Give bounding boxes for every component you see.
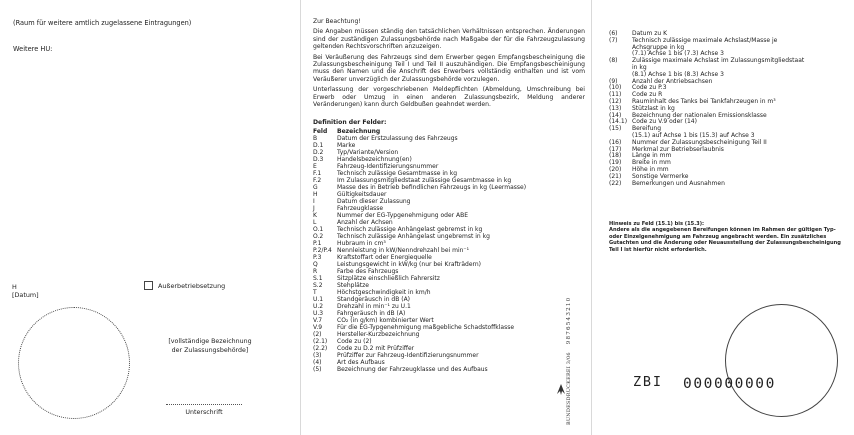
field-description: (8.1) Achse 1 bis (8.3) Achse 3 [632, 70, 724, 78]
tire-hint [609, 221, 843, 253]
field-code [609, 65, 632, 72]
field-code: (19) [609, 159, 622, 167]
field-code: O.1 [313, 225, 324, 233]
field-row [313, 156, 585, 163]
field-row [313, 177, 585, 184]
field-description: Code zu D.2 mit Prüfziffer [337, 344, 415, 352]
field-row [313, 170, 585, 177]
field-code: D.1 [313, 141, 324, 149]
hint-title: Hinweis zu Feld (15.1) bis (15.3): [609, 221, 705, 227]
field-code: R [313, 267, 318, 275]
notice-panel [313, 18, 585, 373]
document-number: 000000000 [683, 376, 776, 392]
field-row [313, 345, 585, 352]
field-description: Anzahl der Achsen [337, 218, 393, 226]
field-row [313, 205, 585, 212]
fold-line-left [300, 0, 301, 435]
field-code: (18) [609, 152, 622, 160]
field-code: (5) [313, 365, 322, 373]
field-description: (7.1) Achse 1 bis (7.3) Achse 3 [632, 50, 724, 58]
notice-paragraph-3: Unterlassung der vorgeschriebenen Meldepflichten (Abmeldung, Umschreibung bei Erwerb oder Umzug in einen anderen Zulassungsbezirk, Meldung anderer Veränderungen) kann durch Geldbußen geahndet werden. [313, 86, 585, 109]
field-description: Stützlast in kg [632, 104, 675, 112]
field-code: (22) [609, 179, 622, 187]
zbi-label: ZBI [633, 374, 663, 390]
authority-line-2: der Zulassungsbehörde] [171, 346, 249, 354]
field-description: Bemerkungen und Ausnahmen [632, 179, 725, 187]
field-code: (13) [609, 104, 622, 112]
field-description: Breite in mm [632, 159, 671, 167]
field-code: H [313, 190, 318, 198]
field-row [313, 226, 585, 233]
field-description: Für die EG-Typgenehmigung maßgebliche Schadstoffklasse [337, 323, 515, 331]
h-date-block [12, 283, 39, 299]
field-description: Sitzplätze einschließlich Fahrersitz [337, 274, 440, 282]
field-row [313, 317, 585, 324]
field-description: Fahrgeräusch in dB (A) [337, 309, 406, 317]
field-code: U.3 [313, 309, 324, 317]
field-row [313, 310, 585, 317]
field-description: Datum dieser Zulassung [337, 197, 411, 205]
field-code: (9) [609, 77, 618, 85]
field-description: Datum der Erstzulassung des Fahrzeugs [337, 134, 458, 142]
field-row [313, 247, 585, 254]
field-description: Marke [337, 141, 356, 149]
field-code: (17) [609, 145, 622, 153]
field-code: (12) [609, 97, 622, 105]
field-description: Nummer der EG-Typgenehmigung oder ABE [337, 211, 469, 219]
field-row [609, 181, 847, 188]
field-code: P.1 [313, 239, 322, 247]
field-description: Bereifung [632, 125, 662, 133]
field-description: Code zu V.9 oder (14) [632, 118, 697, 126]
field-description: Bezeichnung der nationalen Emissionsklasse [632, 111, 767, 119]
field-description: Code zu R [632, 91, 663, 99]
stamp-circle [725, 304, 838, 417]
notice-paragraph-1: Die Angaben müssen ständig den tatsächlichen Verhältnissen entsprechen. Änderungen sind der zuständigen Zulassungsbehörde nach Maßgabe der für die Fahrzeugzulassung geltenden Rechtsvorschriften anzuzeigen. [313, 28, 585, 51]
field-code [609, 45, 632, 52]
field-description: Fahrzeugklasse [337, 204, 384, 212]
field-description: Datum zu K [632, 30, 667, 37]
field-row [313, 135, 585, 142]
field-description: Länge in mm [632, 152, 672, 160]
field-description: Achsgruppe in kg [632, 43, 685, 51]
h-label: H [12, 283, 17, 291]
printer-imprint [566, 297, 572, 425]
field-row [313, 149, 585, 156]
field-definition-list [313, 128, 585, 373]
notice-paragraph-2: Bei Veräußerung des Fahrzeugs sind dem Erwerber gegen Empfangsbescheinigung die Zulassungsbescheinigung Teil I und Teil II auszuhändigen. Die Empfangsbescheinigung muss den Namen und die Anschrift des Erwerbers vollständig enthalten und ist vom Veräußerer unverzüglich der Zulassungsbehörde vorzulegen. [313, 53, 585, 83]
field-row [313, 261, 585, 268]
field-code: J [313, 204, 315, 212]
weitere-hu-label: Weitere HU: [13, 45, 53, 53]
printer-name: BUNDESDRUCKEREI 3/06 [566, 352, 572, 425]
field-description: Merkmal zur Betriebserlaubnis [632, 145, 724, 153]
field-row [313, 240, 585, 247]
date-placeholder: [Datum] [12, 291, 39, 299]
field-row [313, 219, 585, 226]
field-code: (11) [609, 91, 622, 99]
field-code: S.1 [313, 274, 323, 282]
field-code: (16) [609, 138, 622, 146]
field-code: V.9 [313, 323, 323, 331]
field-code: U.1 [313, 295, 324, 303]
field-row [313, 142, 585, 149]
field-code: K [313, 211, 317, 219]
field-code: G [313, 183, 318, 191]
field-code: (20) [609, 165, 622, 173]
field-row [313, 233, 585, 240]
field-code: (2.1) [313, 337, 328, 345]
field-row [313, 268, 585, 275]
field-description: Technisch zulässige maximale Achslast/Masse je [632, 36, 778, 44]
field-code: (14.1) [609, 118, 628, 126]
field-description: Art des Aufbaus [337, 358, 385, 366]
field-code: (15) [609, 125, 622, 133]
field-code: D.2 [313, 148, 324, 156]
field-description: Rauminhalt des Tanks bei Tankfahrzeugen in m³ [632, 97, 776, 105]
field-description: Handelsbezeichnung(en) [337, 155, 412, 163]
signature-label: Unterschrift [185, 409, 223, 416]
field-description: Prüfziffer zur Fahrzeug-Identifizierungsnummer [337, 351, 479, 359]
field-code: V.7 [313, 316, 323, 324]
field-row [313, 324, 585, 331]
field-row [313, 296, 585, 303]
field-list-header [313, 128, 585, 135]
field-row [313, 366, 585, 373]
field-description: Höhe in mm [632, 165, 669, 173]
field-description: Höchstgeschwindigkeit in km/h [337, 288, 431, 296]
field-code: F.2 [313, 176, 322, 184]
field-description: Nummer der Zulassungsbescheinigung Teil II [632, 138, 767, 146]
definition-title: Definition der Felder: [313, 119, 387, 127]
field-code: F.1 [313, 169, 322, 177]
field-code: (6) [609, 30, 618, 37]
field-description: Stehplätze [337, 281, 370, 289]
field-description: Standgeräusch in dB (A) [337, 295, 411, 303]
field-description: Farbe des Fahrzeugs [337, 267, 399, 275]
ausserbetriebsetzung-label: Außerbetriebsetzung [158, 282, 226, 290]
field-description: in kg [632, 63, 647, 71]
vertical-serial: 9876543210 [566, 296, 572, 345]
seal-circle [18, 307, 130, 419]
field-description: Code zu (2) [337, 337, 372, 345]
field-row [313, 163, 585, 170]
field-code: E [313, 162, 317, 170]
field-code: (14) [609, 111, 622, 119]
field-description: Zulässige maximale Achslast im Zulassungsmitgliedstaat [632, 57, 805, 65]
field-description: Gültigkeitsdauer [337, 190, 387, 198]
field-description: Technisch zulässige Anhängelast ungebremst in kg [337, 232, 490, 240]
field-description: Fahrzeug-Identifizierungsnummer [337, 162, 439, 170]
field-row [313, 198, 585, 205]
field-code: T [313, 288, 317, 296]
field-code: (21) [609, 172, 622, 180]
field-code: L [313, 218, 317, 226]
field-description: Technisch zulässige Anhängelast gebremst in kg [337, 225, 483, 233]
field-description: Technisch zulässige Gesamtmasse in kg [337, 169, 458, 177]
field-row [313, 275, 585, 282]
field-row [313, 289, 585, 296]
field-description: Kraftstoffart oder Energiequelle [337, 253, 432, 261]
field-description: Typ/Variante/Version [337, 148, 399, 156]
field-description: Drehzahl in min⁻¹ zu U.1 [337, 302, 411, 310]
field-description: Hubraum in cm³ [337, 239, 386, 247]
field-description: Bezeichnung der Fahrzeugklasse und des Aufbaus [337, 365, 488, 373]
field-row [313, 359, 585, 366]
hint-text: Andere als die angegebenen Bereifungen können im Rahmen der gültigen Typ- oder Einzelgenehmigung am Fahrzeug angebracht werden. Ein zusätzliches Gutachten und die Änderung oder Neuausstellung der Zulassungsbescheinigung Teil I ist hierfür nicht erforderlich. [609, 227, 841, 253]
field-row [313, 331, 585, 338]
field-row [313, 212, 585, 219]
field-code: (3) [313, 351, 322, 359]
field-code: (8) [609, 57, 618, 65]
field-description: (15.1) auf Achse 1 bis (15.3) auf Achse 3 [632, 131, 755, 139]
field-row [313, 352, 585, 359]
field-row [313, 282, 585, 289]
field-code: D.3 [313, 155, 324, 163]
authority-line-1: [vollständige Bezeichnung [168, 338, 252, 345]
field-description: Masse des in Betrieb befindlichen Fahrzeugs in kg (Leermasse) [337, 183, 527, 191]
field-description: Sonstige Vermerke [632, 172, 689, 180]
col-bezeichnung: Bezeichnung [337, 127, 381, 135]
field-description: CO₂ (in g/km) kombinierter Wert [337, 316, 434, 324]
field-code: (7) [609, 36, 618, 44]
field-code: (2.2) [313, 344, 328, 352]
field-row [313, 184, 585, 191]
field-code: (2) [313, 330, 322, 338]
authority-designation [140, 338, 280, 355]
field-code: (10) [609, 84, 622, 92]
field-code: S.2 [313, 281, 323, 289]
eagle-icon [555, 382, 567, 396]
notice-title: Zur Beachtung! [313, 18, 361, 25]
field-description: Leistungsgewicht in kW/kg (nur bei Krafträdern) [337, 260, 482, 268]
field-code: (4) [313, 358, 322, 366]
field-row [313, 254, 585, 261]
field-description: Code zu P.3 [632, 84, 667, 92]
ausserbetriebsetzung-checkbox[interactable] [144, 281, 153, 290]
field-code: O.2 [313, 232, 324, 240]
field-code: P.3 [313, 253, 322, 261]
field-code: B [313, 134, 318, 142]
field-code: Q [313, 260, 318, 268]
signature-line [166, 404, 242, 405]
col-feld: Feld [313, 127, 328, 135]
field-row [313, 303, 585, 310]
additional-entries-note: (Raum für weitere amtlich zugelassene Eintragungen) [13, 19, 192, 27]
field-code: I [313, 197, 315, 205]
field-code: U.2 [313, 302, 324, 310]
field-description: Hersteller-Kurzbezeichnung [337, 330, 420, 338]
field-row [313, 338, 585, 345]
field-description: Anzahl der Antriebsachsen [632, 77, 713, 85]
field-definition-list-continued [609, 31, 847, 187]
field-row [313, 191, 585, 198]
field-code: P.2/P.4 [313, 246, 332, 254]
fold-line-right [591, 0, 592, 435]
field-description: Nennleistung in kW/Nenndrehzahl bei min⁻¹ [337, 246, 470, 254]
field-description: Im Zulassungsmitgliedstaat zulässige Gesamtmasse in kg [337, 176, 512, 184]
